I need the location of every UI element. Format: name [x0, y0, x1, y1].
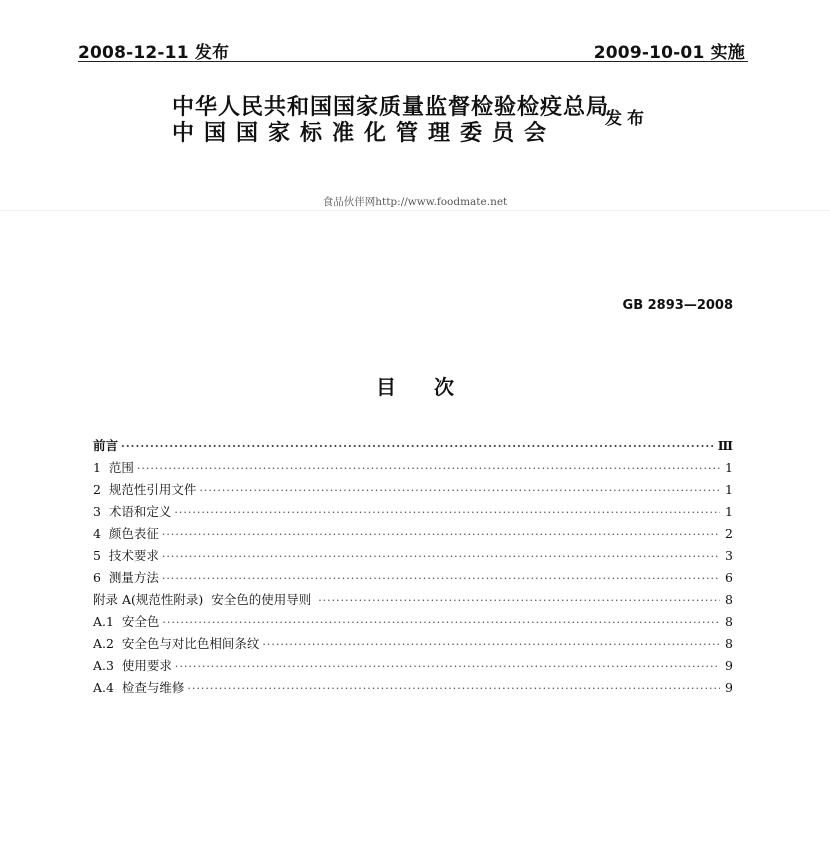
toc-entry-label: 前言 — [93, 438, 119, 453]
toc-entry[interactable] — [93, 524, 733, 546]
toc-entry[interactable] — [93, 634, 733, 656]
toc-leader-dots — [199, 484, 720, 497]
toc-entry-page: 8 — [725, 636, 733, 651]
toc-leader-dots — [121, 440, 715, 453]
toc-title: 目次 — [376, 375, 492, 399]
toc-entry-page: 1 — [725, 504, 733, 519]
toc-entry-label: A.2 安全色与对比色相间条纹 — [93, 636, 260, 651]
toc-entry[interactable] — [93, 678, 733, 700]
issuer-line-2: 中国国家标准化管理委员会 — [172, 120, 557, 146]
page-divider — [0, 210, 830, 211]
toc-leader-dots — [137, 462, 720, 475]
table-of-contents — [93, 436, 733, 700]
toc-entry[interactable] — [93, 656, 733, 678]
toc-leader-dots — [262, 638, 720, 651]
toc-entry-page: 2 — [725, 526, 733, 541]
toc-entry-page: Ⅲ — [717, 438, 733, 453]
issue-word: 发布 — [605, 109, 649, 129]
issue-date: 2008-12-11 发布 — [78, 43, 230, 63]
header-rule — [78, 61, 748, 62]
toc-leader-dots — [162, 528, 720, 541]
toc-leader-dots — [175, 660, 720, 673]
issuer-line-1: 中华人民共和国国家质量监督检验检疫总局 — [172, 94, 610, 120]
toc-entry-label: 1 范围 — [93, 460, 134, 475]
toc-leader-dots — [174, 506, 720, 519]
toc-entry-page: 6 — [725, 570, 733, 585]
toc-leader-dots — [162, 550, 720, 563]
toc-entry-label: 3 术语和定义 — [93, 504, 172, 519]
toc-entry-label: A.3 使用要求 — [93, 658, 172, 673]
toc-entry-label: A.1 安全色 — [93, 614, 160, 629]
toc-entry[interactable] — [93, 590, 733, 612]
standard-number: GB 2893—2008 — [622, 298, 733, 313]
toc-entry[interactable] — [93, 568, 733, 590]
toc-entry-page: 1 — [725, 460, 733, 475]
toc-entry-label: 4 颜色表征 — [93, 526, 159, 541]
toc-entry-page: 3 — [725, 548, 733, 563]
toc-entry-page: 8 — [725, 592, 733, 607]
toc-entry[interactable] — [93, 502, 733, 524]
toc-entry-label: 5 技术要求 — [93, 548, 159, 563]
toc-entry[interactable] — [93, 612, 733, 634]
toc-entry-label: 2 规范性引用文件 — [93, 482, 197, 497]
toc-entry-label: A.4 检查与维修 — [93, 680, 185, 695]
toc-entry-page: 9 — [725, 658, 733, 673]
toc-leader-dots — [318, 594, 720, 607]
implementation-date: 2009-10-01 实施 — [593, 43, 745, 63]
watermark-text: 食品伙伴网http://www.foodmate.net — [322, 196, 508, 208]
toc-leader-dots — [187, 682, 720, 695]
toc-entry-page: 9 — [725, 680, 733, 695]
toc-entry[interactable] — [93, 480, 733, 502]
toc-leader-dots — [162, 616, 720, 629]
toc-entry[interactable] — [93, 458, 733, 480]
toc-entry[interactable] — [93, 546, 733, 568]
toc-entry-label: 附录 A(规范性附录) 安全色的使用导则 — [93, 592, 316, 607]
toc-entry-page: 8 — [725, 614, 733, 629]
toc-entry[interactable] — [93, 436, 733, 458]
toc-leader-dots — [162, 572, 720, 585]
toc-entry-page: 1 — [725, 482, 733, 497]
toc-entry-label: 6 测量方法 — [93, 570, 159, 585]
